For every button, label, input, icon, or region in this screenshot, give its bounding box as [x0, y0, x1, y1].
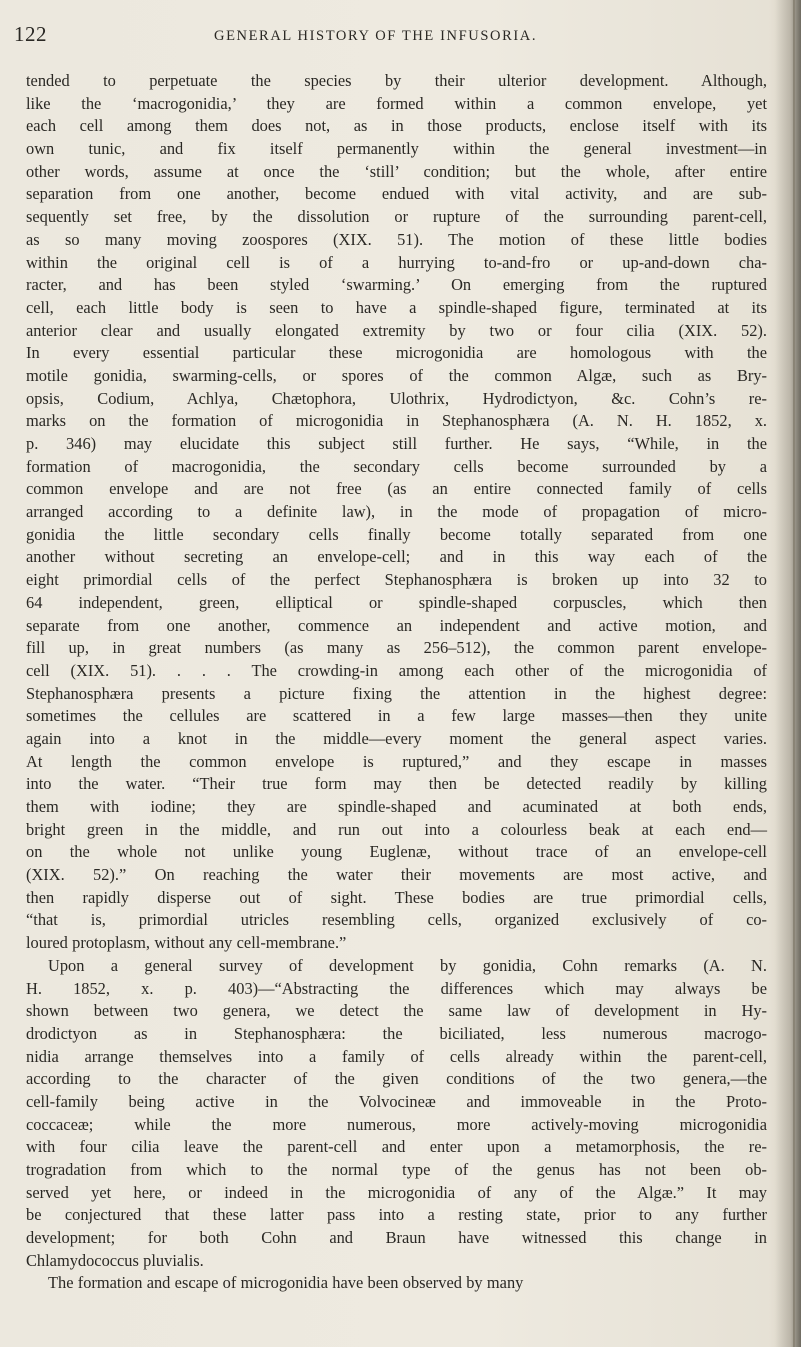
text-line: formation of macrogonidia, the secondary cells become surrounded by a: [26, 456, 767, 476]
text-line: own tunic, and fix itself permanently within the general investment—in: [26, 139, 767, 159]
body-text: [26, 70, 767, 1295]
text-line: The formation and escape of microgonidia have been observed by many: [48, 1273, 524, 1293]
text-line: coccaceæ; while the more numerous, more actively-moving microgonidia: [26, 1114, 767, 1134]
page-edge-line: [793, 0, 795, 1347]
text-line: cell (XIX. 51). . . . The crowding-in among each other of the microgonidia of: [26, 660, 767, 680]
text-line: sometimes the cellules are scattered in a few large masses—then they unite: [26, 706, 767, 726]
text-line: eight primordial cells of the perfect Stephanosphæra is broken up into 32 to: [26, 570, 767, 590]
text-line: “that is, primordial utricles resembling cells, organized exclusively of co-: [26, 910, 767, 930]
text-line: motile gonidia, swarming-cells, or spores of the common Algæ, such as Bry-: [26, 365, 767, 385]
page-header: [14, 22, 774, 48]
page-edge-shadow: [775, 0, 801, 1347]
running-head: GENERAL HISTORY OF THE INFUSORIA.: [214, 28, 538, 44]
text-line: H. 1852, x. p. 403)—“Abstracting the differences which may always be: [26, 978, 767, 998]
text-line: anterior clear and usually elongated extremity by two or four cilia (XIX. 52).: [26, 320, 767, 340]
text-line: shown between two genera, we detect the same law of development in Hy-: [26, 1001, 767, 1021]
text-line: common envelope and are not free (as an entire connected family of cells: [26, 479, 767, 499]
text-line: separation from one another, become endued with vital activity, and are sub-: [26, 184, 767, 204]
text-line: sequently set free, by the dissolution or rupture of the surrounding parent-cell,: [26, 207, 767, 227]
text-line: into the water. “Their true form may then be detected readily by killing: [26, 774, 767, 794]
text-line: fill up, in great numbers (as many as 256–512), the common parent envelope-: [26, 638, 767, 658]
text-line: At length the common envelope is ruptured,” and they escape in masses: [26, 751, 767, 771]
text-line: served yet here, or indeed in the microgonidia of any of the Algæ.” It may: [26, 1182, 767, 1202]
text-line: like the ‘macrogonidia,’ they are formed within a common envelope, yet: [26, 93, 767, 113]
text-line: marks on the formation of microgonidia in Stephanosphæra (A. N. H. 1852, x.: [26, 411, 767, 431]
text-line: cell-family being active in the Volvocineæ and immoveable in the Proto-: [26, 1091, 767, 1111]
text-line: nidia arrange themselves into a family of cells already within the parent-cell,: [26, 1046, 767, 1066]
text-line: other words, assume at once the ‘still’ condition; but the whole, after entire: [26, 161, 767, 181]
text-line: according to the character of the given conditions of the two genera,—the: [26, 1069, 767, 1089]
text-line: within the original cell is of a hurrying to-and-fro or up-and-down cha-: [26, 252, 767, 272]
text-line: Chlamydococcus pluvialis.: [26, 1250, 204, 1270]
text-line: drodictyon as in Stephanosphæra: the biciliated, less numerous macrogo-: [26, 1023, 767, 1043]
text-line: again into a knot in the middle—every moment the general aspect varies.: [26, 728, 767, 748]
text-line: loured protoplasm, without any cell-membrane.”: [26, 933, 347, 953]
text-line: as so many moving zoospores (XIX. 51). The motion of these little bodies: [26, 229, 767, 249]
text-line: racter, and has been styled ‘swarming.’ On emerging from the ruptured: [26, 275, 767, 295]
text-line: separate from one another, commence an independent and active motion, and: [26, 615, 767, 635]
text-line: with four cilia leave the parent-cell and enter upon a metamorphosis, the re-: [26, 1137, 767, 1157]
text-line: gonidia the little secondary cells finally become totally separated from one: [26, 524, 767, 544]
text-line: Upon a general survey of development by gonidia, Cohn remarks (A. N.: [48, 955, 767, 975]
text-line: tended to perpetuate the species by their ulterior development. Although,: [26, 71, 767, 90]
text-line: on the whole not unlike young Euglenæ, without trace of an envelope-cell: [26, 842, 767, 862]
text-line: be conjectured that these latter pass into a resting state, prior to any further: [26, 1205, 767, 1225]
text-line: arranged according to a definite law), in the mode of propagation of micro-: [26, 502, 767, 522]
text-line: Stephanosphæra presents a picture fixing the attention in the highest degree:: [26, 683, 767, 703]
text-line: 64 independent, green, elliptical or spindle-shaped corpuscles, which then: [26, 592, 767, 612]
page-number: 122: [14, 22, 47, 46]
text-line: then rapidly disperse out of sight. These bodies are true primordial cells,: [26, 887, 767, 907]
text-line: another without secreting an envelope-cell; and in this way each of the: [26, 547, 767, 567]
text-line: each cell among them does not, as in those products, enclose itself with its: [26, 116, 767, 136]
text-line: (XIX. 52).” On reaching the water their movements are most active, and: [26, 865, 767, 885]
text-line: them with iodine; they are spindle-shaped and acuminated at both ends,: [26, 797, 767, 816]
text-line: opsis, Codium, Achlya, Chætophora, Ulothrix, Hydrodictyon, &c. Cohn’s re-: [26, 388, 767, 408]
text-line: development; for both Cohn and Braun have witnessed this change in: [26, 1228, 767, 1248]
text-line: trogradation from which to the normal type of the genus has not been ob-: [26, 1160, 767, 1179]
text-line: In every essential particular these microgonidia are homologous with the: [26, 343, 767, 363]
text-line: cell, each little body is seen to have a spindle-shaped figure, terminated at its: [26, 297, 767, 317]
text-line: bright green in the middle, and run out into a colourless beak at each end—: [26, 819, 767, 839]
text-line: p. 346) may elucidate this subject still further. He says, “While, in the: [26, 434, 767, 453]
